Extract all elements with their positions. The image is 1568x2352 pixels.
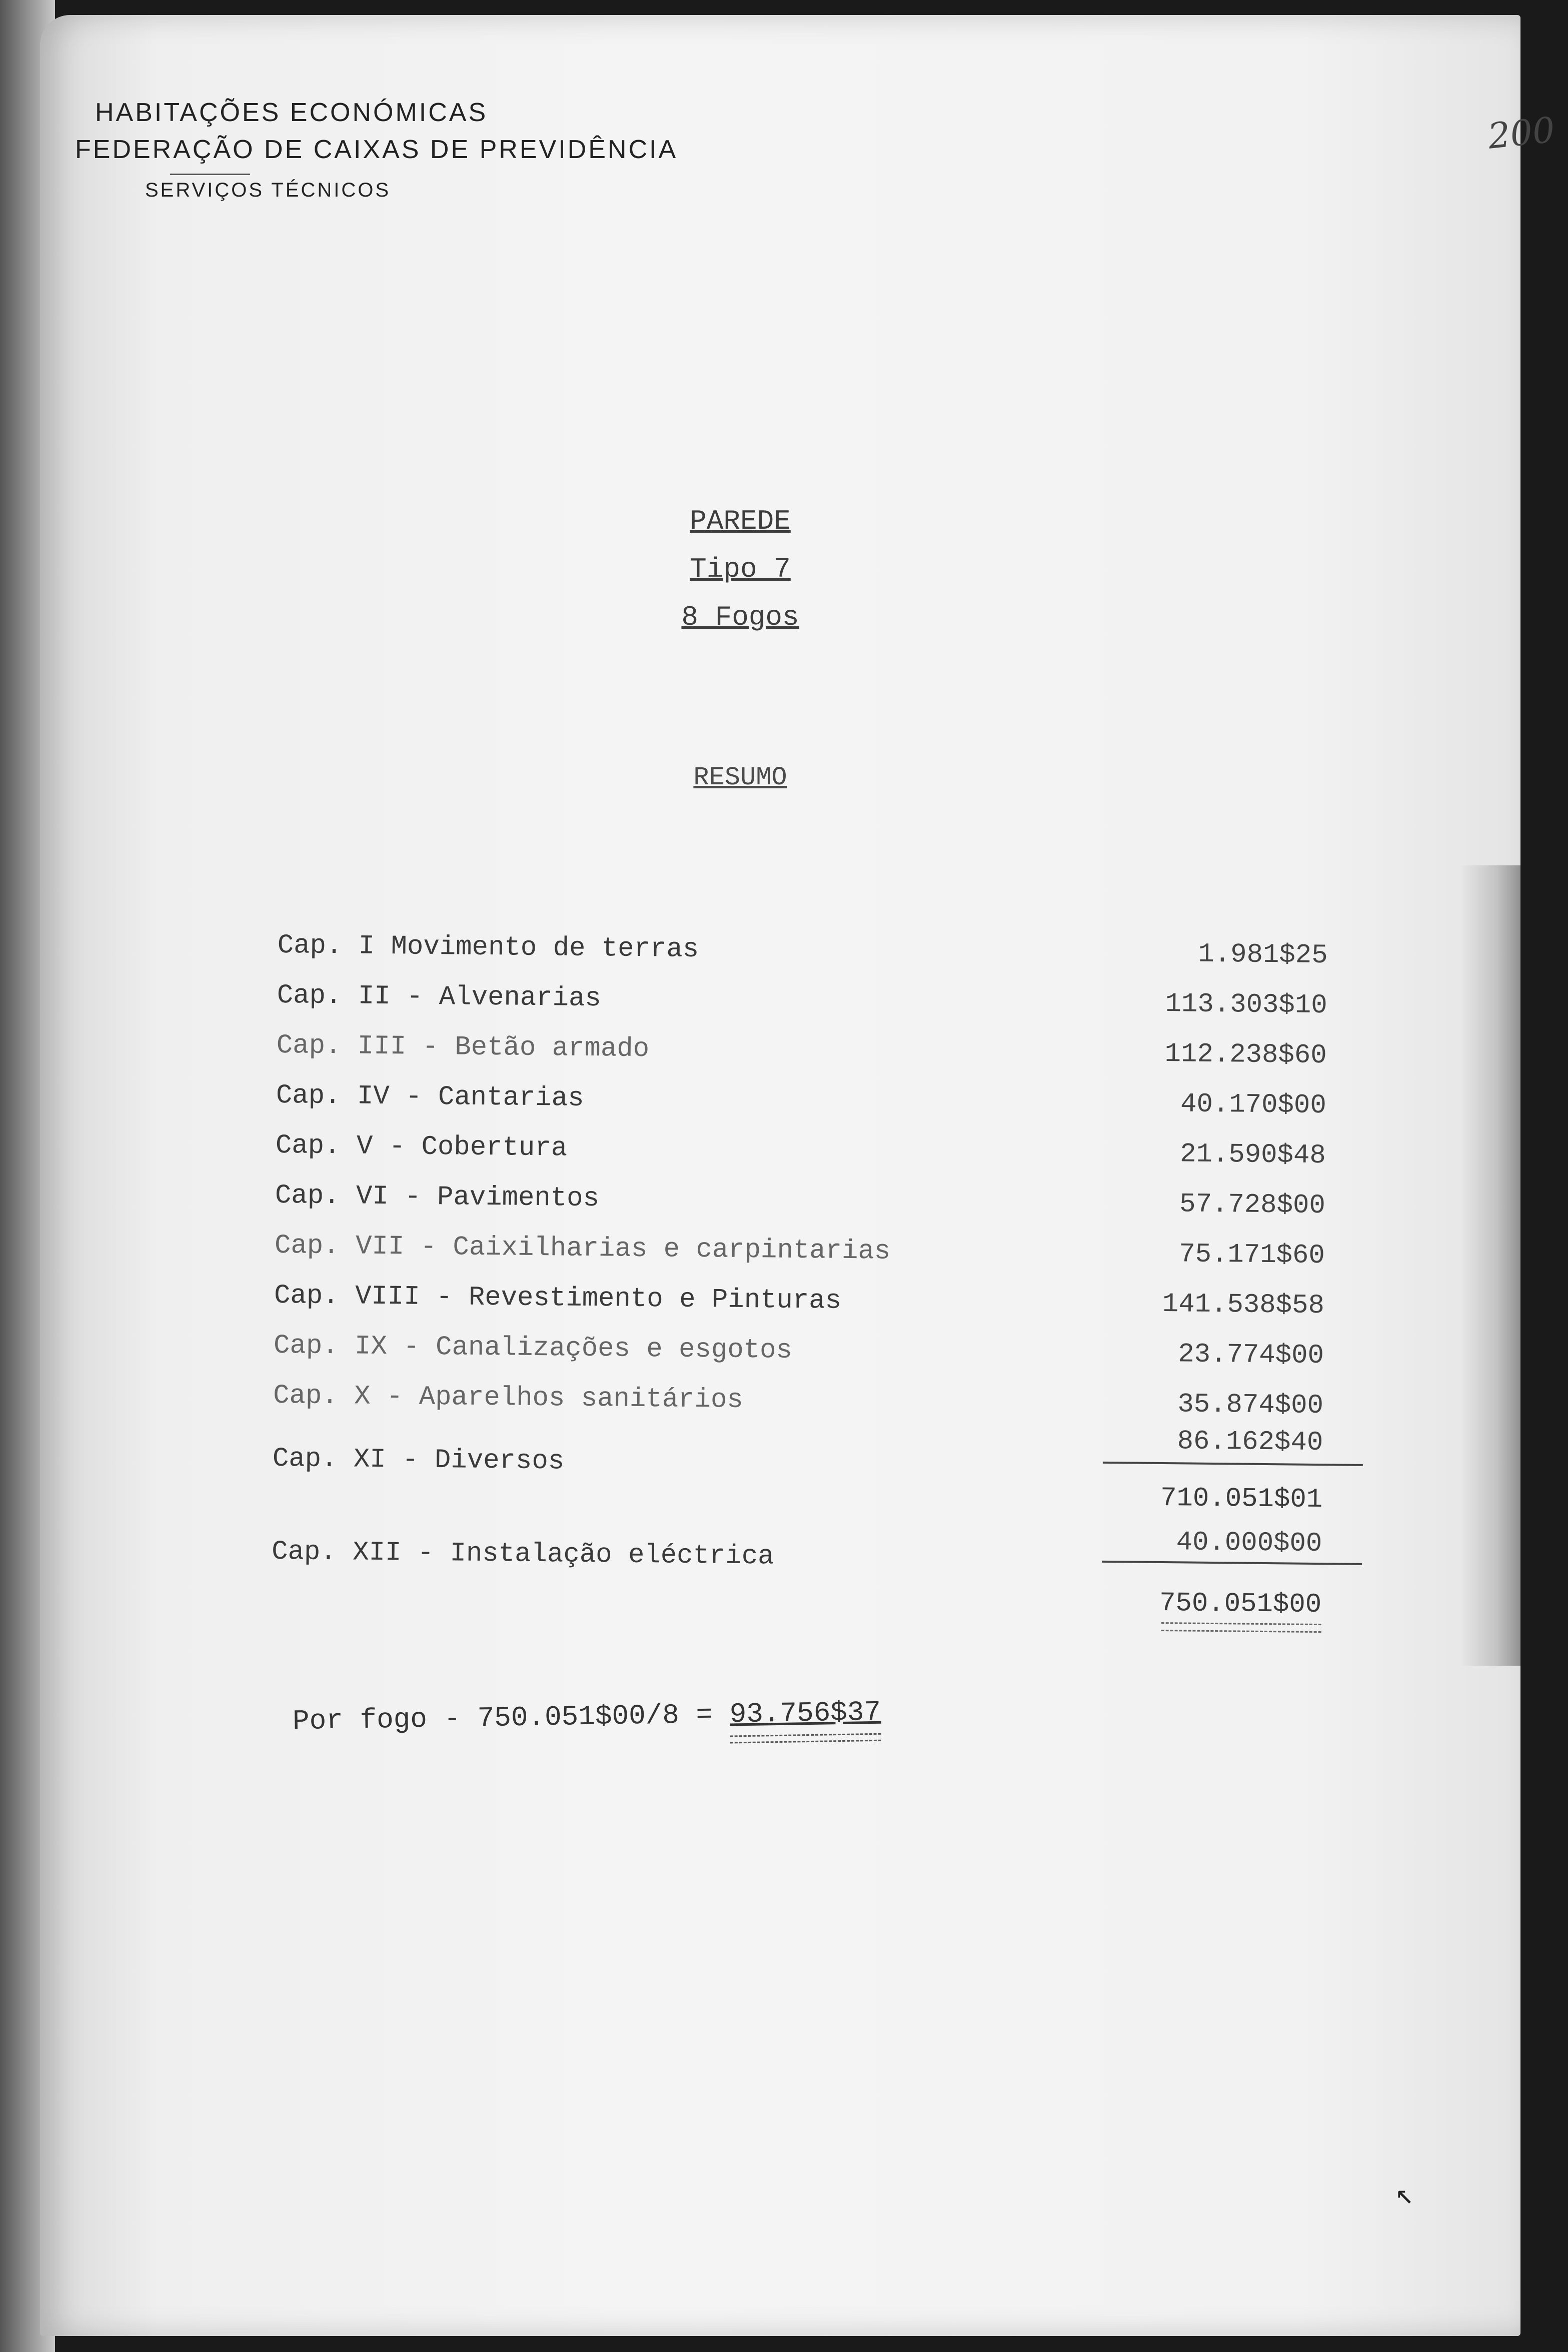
header-units: 8 Fogos xyxy=(681,601,799,633)
per-unit-result-value: 93.756$37 xyxy=(729,1696,881,1731)
chapter-value: 57.728$00 xyxy=(1179,1189,1326,1222)
chapter-value: 86.162$40 xyxy=(1177,1426,1323,1459)
chapter-value: 141.538$58 xyxy=(1162,1289,1325,1322)
letterhead-line-2: FEDERAÇÃO DE CAIXAS DE PREVIDÊNCIA xyxy=(75,135,678,164)
chapter-label: Cap. XI - Diversos xyxy=(272,1443,565,1477)
chapter-value: 35.874$00 xyxy=(1177,1389,1324,1422)
chapter-label: Cap. II - Alvenarias xyxy=(277,980,602,1014)
chapter-value: 21.590$48 xyxy=(1179,1139,1326,1171)
total-double-rule xyxy=(1161,1622,1321,1633)
summary-title: RESUMO xyxy=(693,763,787,792)
header-type: Tipo 7 xyxy=(690,553,791,585)
per-unit-result xyxy=(729,1696,881,1731)
header-location: PAREDE xyxy=(690,505,791,537)
letterhead-line-1: HABITAÇÕES ECONÓMICAS xyxy=(95,98,488,127)
torn-edge xyxy=(1460,865,1520,1666)
chapter-value: 113.303$10 xyxy=(1165,989,1327,1021)
chapter-label: Cap. VII - Caixilharias e carpintarias xyxy=(274,1230,891,1267)
chapter-label: Cap. III - Betão armado xyxy=(276,1030,650,1065)
letterhead-rule xyxy=(170,174,250,175)
chapter-value: 1.981$25 xyxy=(1198,939,1328,971)
chapter-value: 112.238$60 xyxy=(1164,1039,1327,1071)
chapter-label: Cap. I Movimento de terras xyxy=(277,930,699,965)
chapter-value: 75.171$60 xyxy=(1178,1239,1325,1272)
per-unit-text: Por fogo - 750.051$00/8 = xyxy=(292,1698,730,1738)
subtotal-value: 710.051$01 xyxy=(1160,1483,1323,1516)
chapter-label: Cap. VI - Pavimentos xyxy=(275,1180,600,1215)
chapter-list xyxy=(271,930,1328,1641)
letterhead xyxy=(75,98,678,202)
document-header xyxy=(580,505,900,649)
pen-mark: ↖ xyxy=(1395,2179,1414,2213)
chapter-label: Cap. V - Cobertura xyxy=(275,1130,568,1164)
chapter-label: Cap. IX - Canalizações e esgotos xyxy=(273,1330,793,1366)
page-number: 200 xyxy=(1486,109,1557,157)
total-row xyxy=(271,1581,1322,1641)
electrical-value: 40.000$00 xyxy=(1176,1527,1322,1560)
chapter-label: Cap. X - Aparelhos sanitários xyxy=(273,1380,744,1416)
chapter-label: Cap. IV - Cantarias xyxy=(276,1080,584,1114)
electrical-label: Cap. XII - Instalação eléctrica xyxy=(271,1536,774,1572)
chapter-label: Cap. VIII - Revestimento e Pinturas xyxy=(274,1280,842,1317)
letterhead-line-3: SERVIÇOS TÉCNICOS xyxy=(145,179,391,201)
total-value: 750.051$00 xyxy=(1159,1588,1322,1621)
chapter-value: 23.774$00 xyxy=(1177,1339,1324,1372)
chapter-value: 40.170$00 xyxy=(1180,1089,1327,1121)
